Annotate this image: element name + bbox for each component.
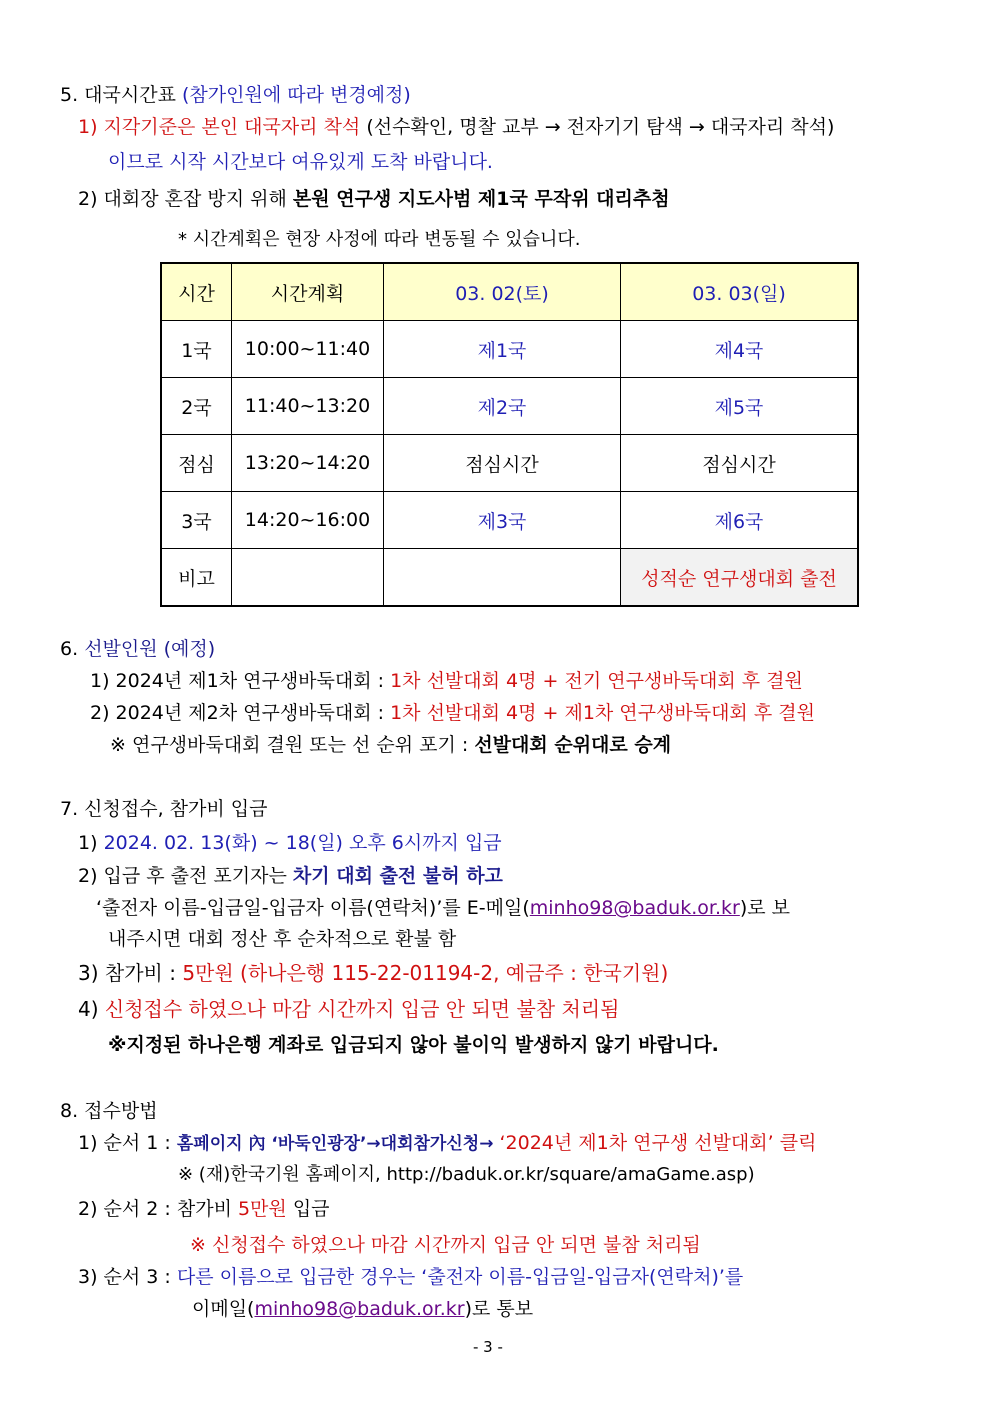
section-8-heading: 8. 접수방법 <box>60 1100 158 1122</box>
table-header-row <box>161 263 858 321</box>
sec8-item1-note: ※ (재)한국기원 홈페이지, http://baduk.or.kr/square/amaGame.asp) <box>178 1164 755 1185</box>
table-cell: 제3국 <box>384 492 621 549</box>
table-cell: 제5국 <box>621 378 859 435</box>
sec8-item1-label: 1) 순서 1 : <box>78 1132 171 1154</box>
sec7-item1 <box>78 834 502 853</box>
table-cell: 3국 <box>161 492 232 549</box>
sec8-item2 <box>78 1200 330 1219</box>
sec7-item3-label: 3) 참가비 : <box>78 961 176 985</box>
sec7-item1-detail: 2024. 02. 13(화) ~ 18(일) 오후 6시까지 입금 <box>103 832 502 854</box>
section-6-heading <box>60 640 215 659</box>
table-cell: 2국 <box>161 378 232 435</box>
sec8-item3 <box>78 1268 743 1287</box>
sec7-item4-number: 4) <box>78 997 99 1021</box>
sec6-item1-detail: 1차 선발대회 4명 + 전기 연구생바둑대회 후 결원 <box>390 670 803 692</box>
sec7-item4 <box>78 999 619 1019</box>
sec7-item4-detail: 신청접수 하였으나 마감 시간까지 입금 안 되면 불참 처리됨 <box>104 997 620 1021</box>
sec8-item3-cont <box>192 1300 533 1319</box>
sec6-note <box>110 736 671 755</box>
sec5-item1-cont: 이므로 시작 시간보다 여유있게 도착 바랍니다. <box>108 151 493 173</box>
sec5-item2-detail: 본원 연구생 지도사범 제1국 무작위 대리추첨 <box>292 188 670 210</box>
table-cell: 성적순 연구생대회 출전 <box>621 549 859 607</box>
sec8-item2-end: 입금 <box>292 1198 330 1220</box>
sec7-item3-detail: 5만원 (하나은행 115-22-01194-2, 예금주 : 한국기원) <box>182 961 669 985</box>
sec8-item3-text-end: )로 통보 <box>464 1298 534 1320</box>
sec7-item2-cont <box>96 899 790 918</box>
sec8-item1 <box>78 1134 816 1153</box>
table-cell: 제2국 <box>384 378 621 435</box>
sec7-item1-number: 1) <box>78 832 98 854</box>
sec6-item2-label: 2) 2024년 제2차 연구생바둑대회 : <box>90 702 385 724</box>
sec5-item1-detail: (선수확인, 명찰 교부 → 전자기기 탐색 → 대국자리 착석) <box>366 116 835 138</box>
sec5-item1-highlight: 1) 지각기준은 본인 대국자리 착석 <box>78 116 361 138</box>
sec8-item2-note: ※ 신청접수 하였으나 마감 시간까지 입금 안 되면 불참 처리됨 <box>190 1234 701 1256</box>
table-cell: 제1국 <box>384 321 621 378</box>
sec5-item1 <box>78 118 834 137</box>
schedule-table <box>160 262 859 607</box>
sec7-item2 <box>78 867 503 886</box>
sec5-item2-label: 2) 대회장 혼잡 방지 위해 <box>78 188 287 210</box>
header-cell: 시간계획 <box>232 263 384 321</box>
sec6-item2 <box>90 704 815 723</box>
sec8-item1-path: 홈페이지 內 ‘바둑인광장’→대회참가신청→ <box>176 1134 494 1154</box>
sec7-item3 <box>78 963 668 983</box>
section-7-heading: 7. 신청접수, 참가비 입금 <box>60 798 268 820</box>
table-cell: 제6국 <box>621 492 859 549</box>
section-5-title: 5. 대국시간표 <box>60 84 176 106</box>
sec6-item1-label: 1) 2024년 제1차 연구생바둑대회 : <box>90 670 385 692</box>
sec8-item3-detail: 다른 이름으로 입금한 경우는 ‘출전자 이름-입금일-입금자(연락처)’를 <box>176 1266 744 1288</box>
sec8-item2-amount: 5만원 <box>237 1198 287 1220</box>
sec7-item2-detail: 차기 대회 출전 불허 하고 <box>292 865 503 887</box>
section-5-note: (참가인원에 따라 변경예정) <box>182 84 411 106</box>
header-cell: 03. 02(토) <box>384 263 621 321</box>
sec8-item3-label: 3) 순서 3 : <box>78 1266 171 1288</box>
sec5-item2 <box>78 190 670 209</box>
page-number: - 3 - <box>473 1338 503 1356</box>
table-cell: 14:20~16:00 <box>232 492 384 549</box>
table-cell: 점심 <box>161 435 232 492</box>
header-cell: 시간 <box>161 263 232 321</box>
sec6-item2-detail: 1차 선발대회 4명 + 제1차 연구생바둑대회 후 결원 <box>390 702 815 724</box>
table-cell <box>232 549 384 607</box>
table-cell: 점심시간 <box>384 435 621 492</box>
table-row <box>161 321 858 378</box>
table-cell: 10:00~11:40 <box>232 321 384 378</box>
sec8-item1-target: ‘2024년 제1차 연구생 선발대회’ 클릭 <box>499 1132 817 1154</box>
sec8-item2-label: 2) 순서 2 : 참가비 <box>78 1198 232 1220</box>
section-6-number: 6. <box>60 638 79 660</box>
sec7-item2-text-end: )로 보 <box>739 897 790 919</box>
sec7-note: ※지정된 하나은행 계좌로 입금되지 않아 불이익 발생하지 않기 바랍니다. <box>108 1034 719 1056</box>
table-row <box>161 492 858 549</box>
sec7-item2-label: 2) 입금 후 출전 포기자는 <box>78 865 287 887</box>
sec8-item3-text: 이메일( <box>192 1298 255 1320</box>
header-cell: 03. 03(일) <box>621 263 859 321</box>
table-cell: 13:20~14:20 <box>232 435 384 492</box>
table-row <box>161 549 858 607</box>
sec6-note-detail: 선발대회 순위대로 승계 <box>474 734 672 756</box>
section-5-heading <box>60 86 411 105</box>
table-cell: 제4국 <box>621 321 859 378</box>
sec6-item1 <box>90 672 803 691</box>
table-cell: 11:40~13:20 <box>232 378 384 435</box>
table-row <box>161 435 858 492</box>
table-cell: 1국 <box>161 321 232 378</box>
sec6-note-label: ※ 연구생바둑대회 결원 또는 선 순위 포기 : <box>110 734 469 756</box>
table-cell: 비고 <box>161 549 232 607</box>
section-6-title: 선발인원 (예정) <box>84 638 216 660</box>
sec7-item2-text: ‘출전자 이름-입금일-입금자 이름(연락처)’를 E-메일( <box>96 897 530 919</box>
email-link[interactable]: minho98@baduk.or.kr <box>254 1298 465 1320</box>
sec5-note: * 시간계획은 현장 사정에 따라 변동될 수 있습니다. <box>178 229 581 250</box>
table-cell: 점심시간 <box>621 435 859 492</box>
sec7-item2-cont2: 내주시면 대회 정산 후 순차적으로 환불 함 <box>108 928 457 950</box>
table-cell <box>384 549 621 607</box>
table-row <box>161 378 858 435</box>
email-link[interactable]: minho98@baduk.or.kr <box>529 897 740 919</box>
